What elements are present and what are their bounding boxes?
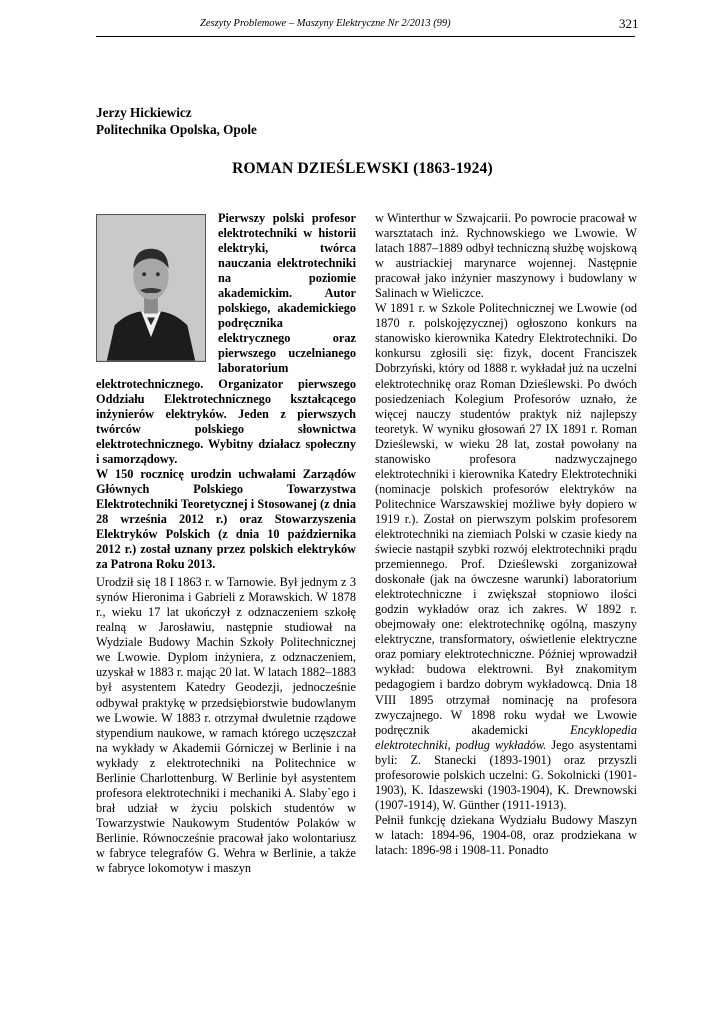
abstract-paragraph-1: Pierwszy polski profesor elektrotechniki w historii elektryki, twórca nauczania elektrotechniki na poziomie akademickim. Autor polskiego, akademickiego podręcznika elektrycznego oraz pierwszego uczelnianego laboratorium elektrotechnicznego. Organizator pierwszego Oddziału Elektrotechnicznego kształcącego inżynierów elektryków. Jeden z pierwszych twórców polskiego słownictwa elektrotechnicznego. Wybitny działacz społeczny i samorządowy. [96,211,356,466]
running-header [0,16,725,36]
journal-title: Zeszyty Problemowe – Maszyny Elektryczne Nr 2/2013 (99) [200,18,451,29]
body-paragraph-3 [375,301,637,813]
author-affiliation: Politechnika Opolska, Opole [96,122,257,137]
paragraph-3-text: W 1891 r. w Szkole Politechnicznej we Lwowie (od 1870 r. polskojęzycznej) ogłoszono konkurs na stanowisko kierownika Katedry Elektrotechniki. Do konkursu zgłosili się: fizyk, docent Franciszek Dobrzyński, który od 1888 r. wykładał już na uczelni elektrotechnikę oraz Roman Dzieślewski. Po dwóch posiedzeniach Kolegium Profesorów uznało, że więcej nauczy studentów praktyk niż najlepszy teoretyk. W wyniku głosowań 27 IX 1891 r. Roman Dzieślewski, w wieku 28 lat, został powołany na stanowisko profesora nadzwyczajnego elektrotechniki i kierownika Katedry Elektrotechniki (nominacje polskich profesorów elektryków na Politechnice Warszawskiej możliwe były dopiero w 1919 r.). Został on pierwszym polskim profesorem elektrotechniki na ziemiach Polski w czasie kiedy na świecie nastąpił szybki rozwój elektrotechniki prądu przemiennego. Prof. Dzieślewski zorganizował doskonałe (jak na ówczesne warunki) laboratorium elektrotechniczne i zwiększał stopniowo ilości godzin wykładów oraz ich zakres. W 1892 r. obejmowały one: elektrotechnikę ogólną, maszyny elektryczne, transformatory, oświetlenie elektryczne oraz pomiary elektrotechniczne. Później wprowadził wykład: budowa elektrowni. Był znakomitym pedagogiem i bardzo dobrym wykładowcą. Dnia 18 VIII 1895 otrzymał nominację na profesora zwyczajnego. W 1898 roku wydał we Lwowie podręcznik akademicki [375,301,637,737]
right-column [375,211,637,858]
body-paragraph-4: Pełnił funkcję dziekana Wydziału Budowy Maszyn w latach: 1894-96, 1904-08, oraz prodziekana w latach: 1896-98 i 1908-11. Ponadto [375,812,637,857]
author-name: Jerzy Hickiewicz [96,105,192,120]
abstract-paragraph-2: W 150 rocznicę urodzin uchwałami Zarządów Głównych Polskiego Towarzystwa Elektrotechniki Teoretycznej i Stosowanej (z dnia 28 września 2012 r.) oraz Stowarzyszenia Elektryków Polskich (z dnia 10 października 2012 r.) został uznany przez polskich elektryków za Patrona Roku 2013. [96,466,356,572]
page-number: 321 [619,16,639,31]
book-title: Encyklopedia elektrotechniki, podług wykładów. [375,722,637,752]
left-column [96,211,356,876]
body-paragraph-1: Urodził się 18 I 1863 r. w Tarnowie. Był jednym z 3 synów Hieronima i Gabrieli z Morawskich. W 1878 r., wieku 17 lat ukończył z odznaczeniem szkołę realną w Jarosławiu, następnie studiował na Wydziale Budowy Machin Szkoły Politechnicznej we Lwowie. Dyplom inżyniera, z odznaczeniem, uzyskał w 1883 r. mając 20 lat. W latach 1882–1883 był asystentem Katedry Geodezji, jednocześnie odbywał praktykę w przedsiębiorstwie budowlanym we Lwowie. W 1883 r. otrzymał dwuletnie rządowe stypendium naukowe, w ramach którego uczęszczał na wykłady w Akademii Górniczej w Berlinie i na wykłady z elektrotechniki na Politechnice w Berlinie Charlottenburg. W Berlinie był asystentem profesora elektrotechniki i mechaniki A. Slaby`ego i brał udział w życiu polskich studentów w Towarzystwie Naukowym Studentów Polaków w Berlinie. Równocześnie pracował jako wolontariusz w fabryce telegrafów G. Wehra w Berlinie, a także w fabryce lokomotyw i maszyn [96,575,356,876]
portrait-photo [96,214,206,362]
article-title: ROMAN DZIEŚLEWSKI (1863-1924) [232,160,493,177]
paragraph-3-end: Jego asystentami byli: Z. Stanecki (1893-1901) oraz przyszli profesorowie polskich uczelni: G. Sokolnicki (1901-1903), K. Idaszewski (1903-1904), K. Drewnowski (1907-1914), W. Günther (1911-1913). [375,737,638,812]
header-rule [96,36,635,37]
author-block [96,104,257,138]
body-paragraph-2: w Winterthur w Szwajcarii. Po powrocie pracował w warsztatach inż. Rychnowskiego we Lwowie. W latach 1887–1889 odbył techniczną służbę wojskową w austriackiej marynarce wojennej. Następnie pracował jako inżynier maszynowy i budowlany w Salinach w Wieliczce. [375,211,637,301]
